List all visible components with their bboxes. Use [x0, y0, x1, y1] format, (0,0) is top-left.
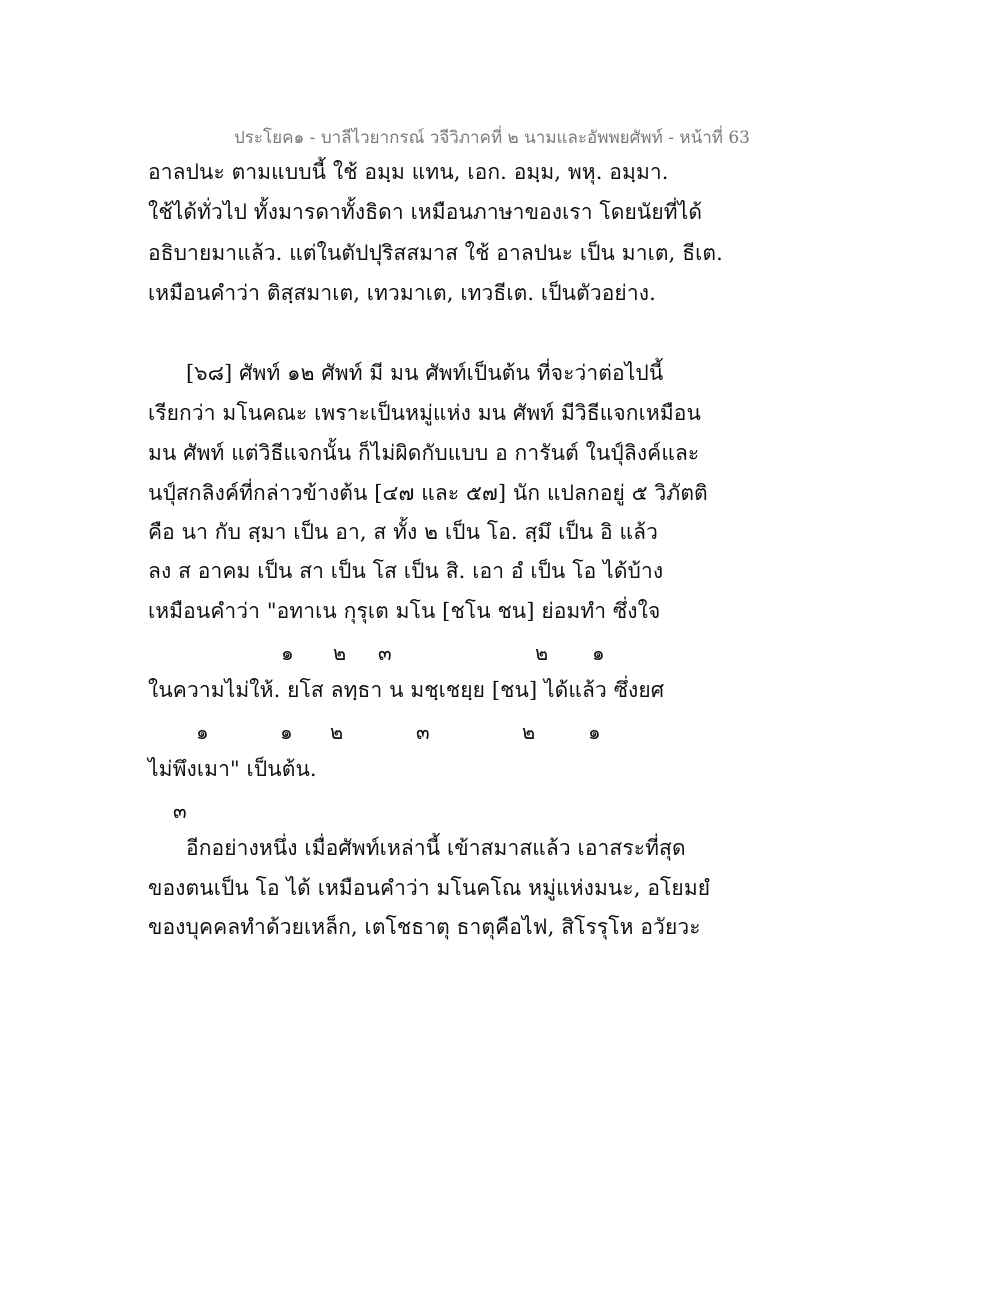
- text-line: [๖๘] ศัพท์ ๑๒ ศัพท์ มี มน ศัพท์เป็นต้น ที่จะว่าต่อไปนี้: [186, 361, 664, 385]
- text-line: อธิบายมาแล้ว. แต่ในตัปปุริสสมาส ใช้ อาลปนะ เป็น มาเต, ธีเต.: [148, 241, 723, 265]
- text-line: คือ นา กับ สฺมา เป็น อา, ส ทั้ง ๒ เป็น โอ. สฺมึ เป็น อิ แล้ว: [148, 520, 659, 544]
- word-order-number: ๑: [281, 641, 294, 665]
- word-order-number: ๓: [378, 641, 392, 665]
- text-line: ใช้ได้ทั่วไป ทั้งมารดาทั้งธิดา เหมือนภาษาของเรา โดยนัยที่ได้: [148, 200, 703, 224]
- word-order-number: ๑: [592, 641, 605, 665]
- text-line: ของตนเป็น โอ ได้ เหมือนคำว่า มโนคโณ หมู่แห่งมนะ, อโยมยํ: [148, 876, 711, 900]
- text-line: นปุ์สกลิงค์ที่กล่าวข้างต้น [๔๗ และ ๕๗] นัก แปลกอยู่ ๕ วิภัตติ: [148, 481, 708, 505]
- text-line: ในความไม่ให้. ยโส ลทฺธา น มชฺเชยฺย [ชน] ได้แล้ว ซึ่งยศ: [148, 678, 665, 702]
- word-order-number: ๒: [535, 641, 549, 665]
- text-line: เหมือนคำว่า ติสฺสมาเต, เทวมาเต, เทวธีเต. เป็นตัวอย่าง.: [148, 281, 656, 305]
- text-line: เรียกว่า มโนคณะ เพราะเป็นหมู่แห่ง มน ศัพท์ มีวิธีแจกเหมือน: [148, 401, 701, 425]
- text-line: มน ศัพท์ แต่วิธีแจกนั้น ก็ไม่ผิดกับแบบ อ การันต์ ในปุ์ลิงค์และ: [148, 441, 700, 465]
- text-line: อาลปนะ ตามแบบนี้ ใช้ อมฺม แทน, เอก. อมฺม, พหุ. อมฺมา.: [148, 160, 669, 184]
- word-order-number: ๑: [196, 720, 209, 744]
- word-order-number: ๒: [330, 720, 344, 744]
- running-header: ประโยค๑ - บาลีไวยากรณ์ วจีวิภาคที่ ๒ นามและอัพพยศัพท์ - หน้าที่ 63: [233, 128, 750, 148]
- word-order-number: ๓: [416, 720, 430, 744]
- word-order-number: ๑: [280, 720, 293, 744]
- text-line: เหมือนคำว่า "อทาเน กุรุเต มโน [ชโน ชน] ย่อมทำ ซึ่งใจ: [148, 599, 661, 623]
- word-order-number: ๑: [588, 720, 601, 744]
- word-order-number: ๒: [333, 641, 347, 665]
- text-line: ไม่พึงเมา" เป็นต้น.: [148, 757, 317, 781]
- text-line: ของบุคคลทำด้วยเหล็ก, เตโชธาตุ ธาตุคือไฟ, สิโรรุโห อวัยวะ: [148, 915, 701, 939]
- text-line: อีกอย่างหนึ่ง เมื่อศัพท์เหล่านี้ เข้าสมาสแล้ว เอาสระที่สุด: [186, 836, 686, 860]
- word-order-number: ๒: [522, 720, 536, 744]
- word-order-number: ๓: [173, 799, 187, 823]
- text-line: ลง ส อาคม เป็น สา เป็น โส เป็น สิ. เอา อํ เป็น โอ ได้บ้าง: [148, 559, 664, 583]
